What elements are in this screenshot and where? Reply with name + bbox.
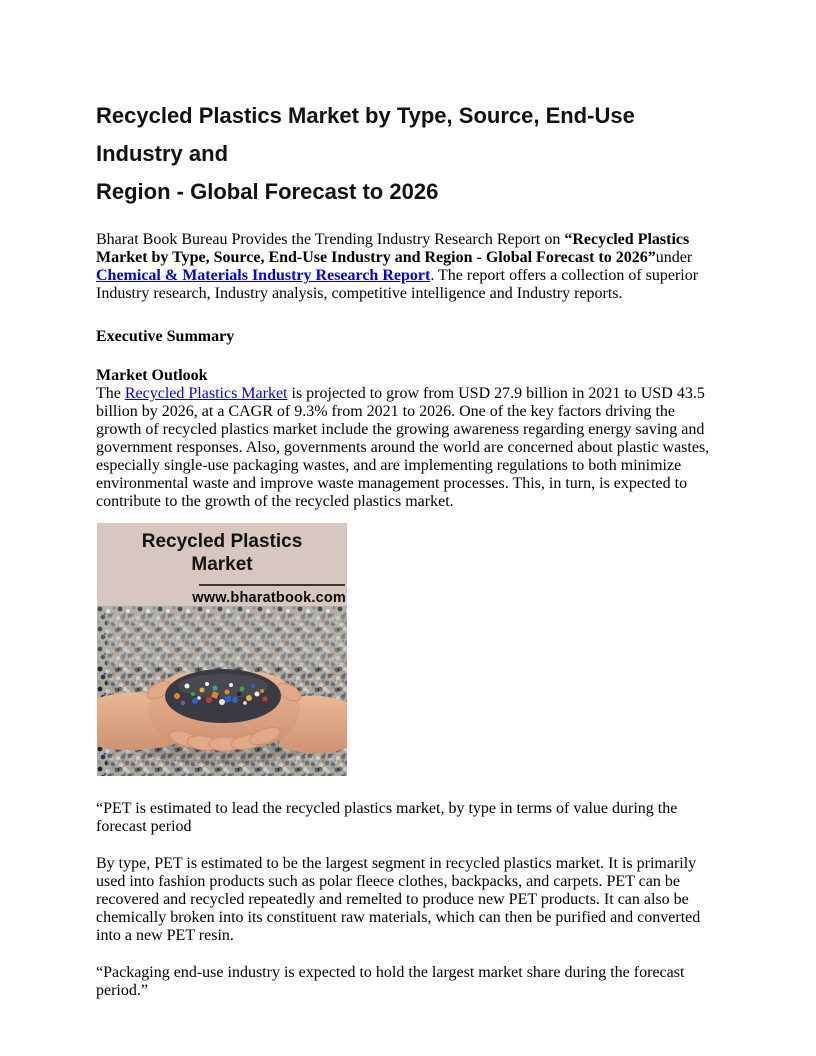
chemical-materials-report-link[interactable]: Chemical & Materials Industry Research Report: [96, 267, 431, 284]
market-outlook-text-1: The: [96, 385, 125, 402]
intro-text-2: under: [655, 249, 693, 266]
page-title: [96, 97, 723, 211]
market-outlook-heading: Market Outlook: [96, 367, 208, 384]
figure-banner: [97, 523, 347, 606]
hands-holding-plastic-flakes-photo: [97, 606, 347, 776]
intro-paragraph: [96, 231, 723, 303]
page-title-line2: Region - Global Forecast to 2026: [96, 179, 439, 204]
figure-banner-title: Recycled Plastics Market: [141, 531, 303, 575]
market-outlook-paragraph: [96, 385, 723, 511]
market-outlook-text-2: is projected to grow from USD 27.9 billion in 2021 to USD 43.5 billion by 2026, at a CAGR of 9.3% from 2021 to 2026. One of the key factors driving the growth of recycled plastics market include the growing awareness regarding energy saving and government responses. Also, governments around the world are concerned about plastic wastes, especially single-use packaging wastes, and are implementing regulations to both minimize environmental waste and improve waste management processes. This, in turn, is expected to contribute to the growth of the recycled plastics market.: [96, 385, 710, 510]
packaging-quote: “Packaging end-use industry is expected to hold the largest market share during the forecast period.”: [96, 964, 685, 999]
figure-website-text: www.bharatbook.com: [192, 590, 346, 606]
document-content: [96, 97, 723, 1019]
intro-text-1: Bharat Book Bureau Provides the Trending Industry Research Report on: [96, 231, 565, 248]
executive-summary-heading: Executive Summary: [96, 328, 235, 345]
recycled-plastics-market-link[interactable]: Recycled Plastics Market: [124, 385, 288, 402]
banner-divider-line: [199, 584, 345, 586]
pet-quote: “PET is estimated to lead the recycled plastics market, by type in terms of value during the forecast period: [96, 800, 678, 835]
intro-bold-report-name: “Recycled Plastics Market by Type, Source, End-Use Industry and Region - Global Forecast to 2026”: [96, 231, 690, 266]
report-figure: [97, 523, 347, 776]
pet-paragraph: By type, PET is estimated to be the largest segment in recycled plastics market. It is primarily used into fashion products such as polar fleece clothes, backpacks, and carpets. PET can be recovered and recycled repeatedly and remelted to produce new PET products. It can also be chemically broken into its constituent raw materials, which can then be purified and converted into a new PET resin.: [96, 855, 701, 944]
page-title-line1: Recycled Plastics Market by Type, Source, End-Use Industry and: [96, 103, 635, 166]
intro-text-3: . The report offers a collection of superior Industry research, Industry analysis, competitive intelligence and Industry reports.: [96, 267, 699, 302]
